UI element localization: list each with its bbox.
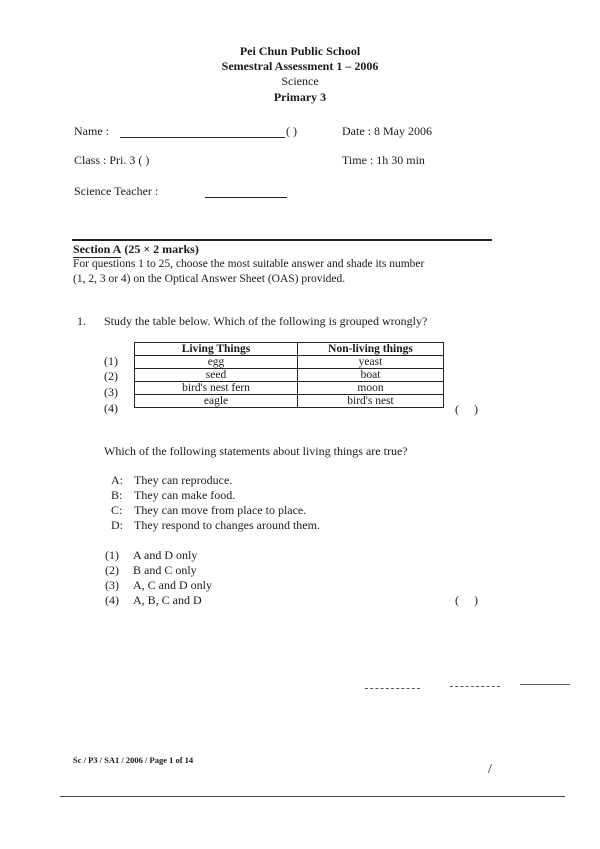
scan-mark	[520, 684, 570, 685]
name-label: Name :	[74, 124, 109, 138]
footer-rule	[60, 796, 565, 797]
exam-time: Time : 1h 30 min	[342, 153, 425, 167]
q1-answer-bracket[interactable]: ( )	[455, 402, 478, 416]
cell-living: seed	[135, 369, 298, 382]
school-name: Pei Chun Public School	[239, 44, 361, 58]
q2-option-number: (1)	[105, 548, 119, 562]
scan-mark	[450, 686, 500, 687]
assessment-title: Semestral Assessment 1 – 2006	[221, 59, 379, 73]
q2-option-number: (3)	[105, 578, 119, 592]
teacher-label: Science Teacher :	[74, 184, 159, 198]
page-footer: Sc / P3 / SA1 / 2006 / Page 1 of 14	[73, 755, 194, 765]
q2-option-text: A, B, C and D	[133, 593, 202, 607]
cell-nonliving: yeast	[298, 356, 444, 369]
q2-option-text: A and D only	[133, 548, 198, 562]
name-line[interactable]	[120, 137, 285, 138]
q1-option-1: (1)	[104, 354, 118, 368]
statement-letter: C:	[111, 503, 123, 517]
register-bracket: ( )	[286, 124, 297, 138]
statement-letter: B:	[111, 488, 123, 502]
table-row	[135, 395, 444, 408]
statement-text: They can move from place to place.	[134, 503, 307, 517]
cell-living: bird's nest fern	[135, 382, 298, 395]
cell-living: eagle	[135, 395, 298, 408]
subject-title: Science	[281, 74, 319, 88]
q2-answer-bracket[interactable]: ( )	[455, 593, 478, 607]
instructions-line-1: For questions 1 to 25, choose the most suitable answer and shade its number	[73, 258, 425, 270]
statement-text: They can reproduce.	[134, 473, 233, 487]
section-title: Section A	[73, 242, 122, 256]
q1-option-2: (2)	[104, 369, 118, 383]
table-row	[135, 382, 444, 395]
q2-option-number: (2)	[105, 563, 119, 577]
statement-letter: D:	[111, 518, 123, 532]
q2-option-number: (4)	[105, 593, 119, 607]
exam-date: Date : 8 May 2006	[342, 124, 432, 138]
q1-text: Study the table below. Which of the following is grouped wrongly?	[104, 314, 428, 328]
table-header-nonliving: Non-living things	[298, 343, 444, 356]
q1-option-4: (4)	[104, 401, 118, 415]
section-marks: (25 × 2 marks)	[124, 242, 199, 256]
teacher-line[interactable]	[205, 197, 287, 198]
class-label: Class : Pri. 3 ( )	[74, 153, 150, 167]
q2-text: Which of the following statements about living things are true?	[104, 444, 408, 458]
cell-nonliving: bird's nest	[298, 395, 444, 408]
cell-living: egg	[135, 356, 298, 369]
q2-option-text: B and C only	[133, 563, 197, 577]
q2-option-text: A, C and D only	[133, 578, 212, 592]
statement-letter: A:	[111, 473, 123, 487]
cell-nonliving: boat	[298, 369, 444, 382]
table-row	[135, 356, 444, 369]
footer-mark: /	[488, 762, 492, 777]
section-divider	[72, 239, 492, 241]
statement-text: They can make food.	[134, 488, 236, 502]
instructions-line-2: (1, 2, 3 or 4) on the Optical Answer Sheet (OAS) provided.	[73, 273, 346, 285]
level-title: Primary 3	[273, 90, 327, 104]
statement-text: They respond to changes around them.	[134, 518, 320, 532]
table-row	[135, 369, 444, 382]
q1-table	[134, 342, 444, 408]
section-heading	[73, 242, 199, 258]
scan-mark	[365, 688, 420, 689]
table-header-living: Living Things	[135, 343, 298, 356]
q1-option-3: (3)	[104, 385, 118, 399]
q1-number: 1.	[77, 314, 86, 328]
cell-nonliving: moon	[298, 382, 444, 395]
